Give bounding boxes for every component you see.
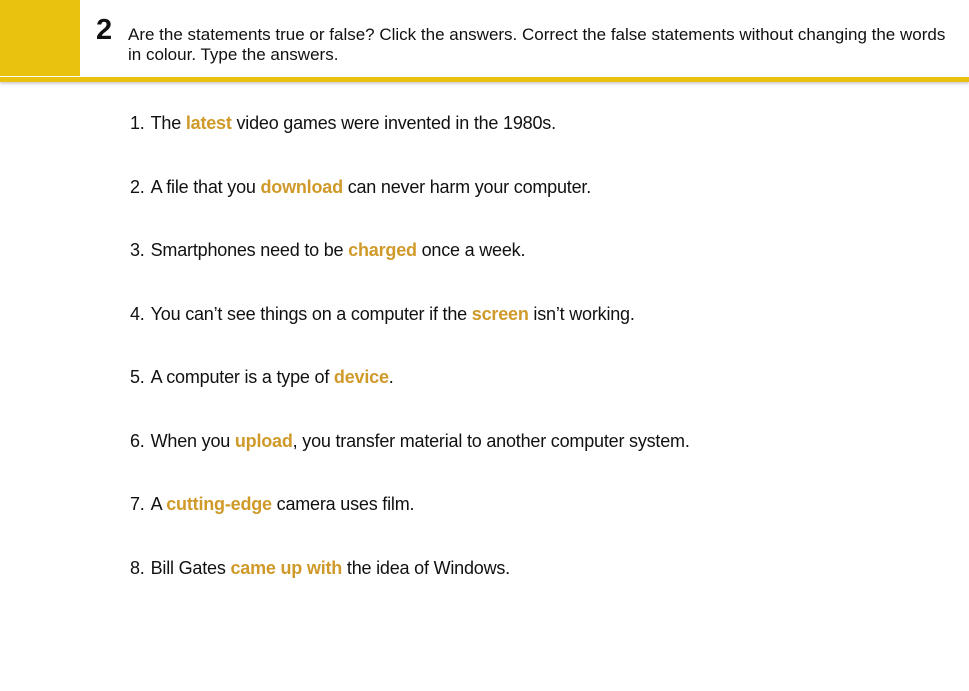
statement-number: 6.: [130, 430, 145, 451]
exercise-number: 2: [96, 14, 113, 46]
statement-text-after: the idea of Windows.: [342, 557, 510, 578]
statement-keyword: screen: [471, 303, 529, 324]
statement-number: 1.: [130, 113, 145, 133]
exercise-instruction: Are the statements true or false? Click the answers. Correct the false statements without changing the words in colour. Type the answers.: [128, 25, 946, 64]
statement-list: [130, 111, 690, 619]
statement-item: [130, 302, 690, 366]
header-divider: [0, 77, 969, 82]
statement-text-after: isn’t working.: [528, 303, 635, 324]
statement-text-before: When you: [150, 430, 235, 451]
statement-item: [130, 175, 690, 239]
statement-text-before: You can’t see things on a computer if the: [150, 303, 472, 324]
statement-text-after: , you transfer material to another computer system.: [292, 430, 690, 451]
statement-keyword: came up with: [230, 557, 343, 578]
statement-number: 3.: [130, 240, 145, 260]
statement-number: 4.: [130, 303, 145, 324]
exercise-header: [0, 0, 969, 80]
statement-item: [130, 238, 690, 302]
statement-text-before: A: [150, 494, 167, 514]
statement-text-before: A file that you: [150, 176, 261, 197]
statement-keyword: charged: [348, 240, 417, 260]
statement-text-before: A computer is a type of: [150, 367, 334, 387]
statement-number: 8.: [130, 557, 145, 578]
statement-number: 7.: [130, 494, 145, 514]
statement-keyword: latest: [185, 113, 232, 133]
statement-text-after: video games were invented in the 1980s.: [231, 113, 556, 133]
statement-keyword: upload: [234, 430, 293, 451]
statement-text-after: camera uses film.: [271, 494, 415, 514]
statement-number: 5.: [130, 367, 145, 387]
statement-item: [130, 111, 690, 175]
statement-text-after: .: [388, 367, 394, 387]
statement-text-before: The: [150, 113, 186, 133]
statement-item: [130, 429, 690, 493]
statement-text-before: Smartphones need to be: [150, 240, 349, 260]
statement-text-after: can never harm your computer.: [342, 176, 592, 197]
statement-item: [130, 365, 690, 429]
statement-text-after: once a week.: [416, 240, 526, 260]
statement-text-before: Bill Gates: [150, 557, 231, 578]
statement-number: 2.: [130, 176, 145, 197]
statement-keyword: cutting-edge: [166, 494, 272, 514]
header-accent-block: [0, 0, 80, 76]
statement-item: [130, 556, 690, 620]
statement-keyword: download: [260, 176, 343, 197]
statement-item: [130, 492, 690, 556]
statement-keyword: device: [333, 367, 389, 387]
